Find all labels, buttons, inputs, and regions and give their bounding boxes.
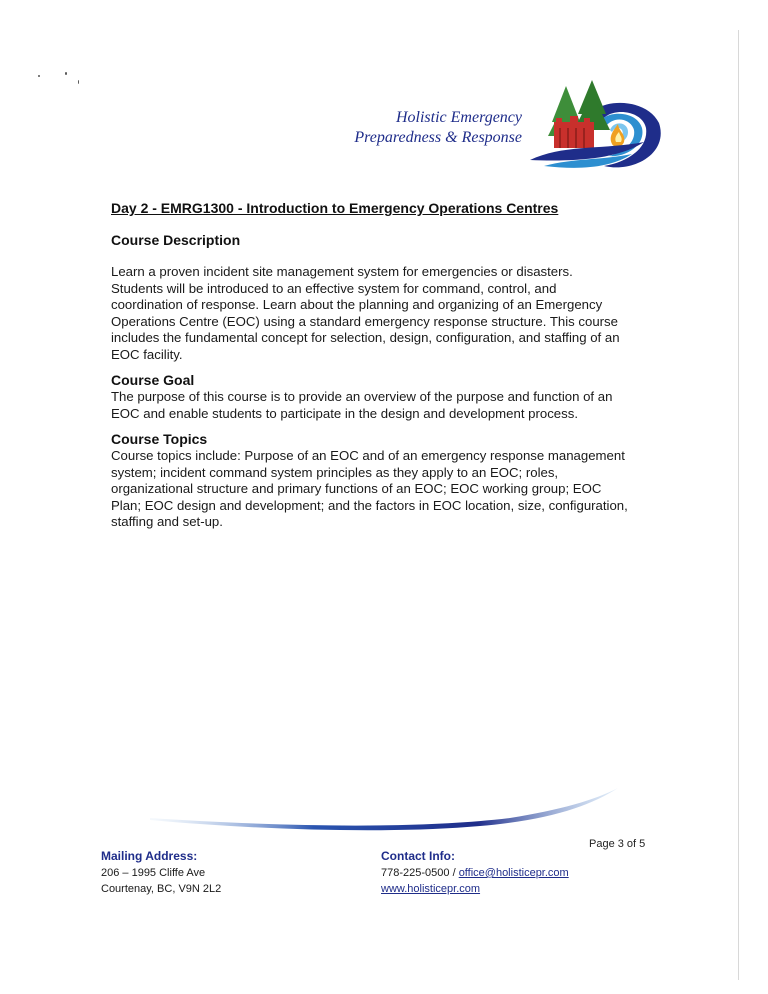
logo-wordmark: [354, 108, 522, 148]
topics-paragraph: [111, 448, 636, 531]
description-line: Learn a proven incident site management system for emergencies or disasters.: [111, 264, 573, 279]
contact-email-link[interactable]: office@holisticepr.com: [458, 867, 569, 879]
scan-speck: [38, 75, 40, 77]
topics-line: staffing and set-up.: [111, 514, 223, 529]
goal-paragraph: [111, 389, 636, 422]
contact-line: [381, 867, 569, 879]
logo-emblem-icon: [524, 78, 664, 178]
scan-speck: [78, 80, 79, 84]
footer-swoosh-divider: [150, 780, 620, 840]
topics-line: Plan; EOC design and development; and the factors in EOC location, size, configuration,: [111, 497, 628, 513]
logo-line-2: Preparedness & Response: [354, 129, 522, 146]
description-line: EOC facility.: [111, 346, 183, 362]
description-paragraph: [111, 264, 636, 363]
website-link[interactable]: www.holisticepr.com: [381, 883, 481, 895]
scan-edge-line: [738, 30, 739, 980]
contact-heading: Contact Info:: [381, 849, 455, 863]
course-title: Day 2 - EMRG1300 - Introduction to Emergency Operations Centres: [111, 200, 559, 216]
goal-heading: Course Goal: [111, 372, 195, 388]
description-heading: Course Description: [111, 232, 241, 248]
contact-phone: 778-225-0500: [381, 867, 450, 879]
goal-line: EOC and enable students to participate in the design and development process.: [111, 405, 578, 421]
page-number: Page 3 of 5: [589, 838, 646, 850]
description-line: coordination of response. Learn about the planning and organizing of an Emergency: [111, 297, 603, 312]
topics-line: Course topics include: Purpose of an EOC and of an emergency response management: [111, 448, 625, 463]
scan-speck: [65, 72, 67, 75]
description-line: Operations Centre (EOC) using a standard emergency response structure. This course: [111, 313, 618, 329]
logo-line-1: Holistic Emergency: [395, 109, 522, 126]
mailing-heading: Mailing Address:: [101, 849, 198, 863]
description-line: Students will be introduced to an effective system for command, control, and: [111, 280, 557, 296]
mailing-city: Courtenay, BC, V9N 2L2: [101, 883, 222, 895]
topics-heading: Course Topics: [111, 431, 208, 447]
contact-separator: /: [449, 867, 459, 879]
topics-line: system; incident command system principles as they apply to an EOC; roles,: [111, 464, 559, 480]
mailing-street: 206 – 1995 Cliffe Ave: [101, 867, 206, 879]
topics-line: organizational structure and primary functions of an EOC; EOC working group; EOC: [111, 481, 602, 496]
description-line: includes the fundamental concept for selection, design, configuration, and staffing of an: [111, 330, 620, 345]
goal-line: The purpose of this course is to provide an overview of the purpose and function of an: [111, 389, 613, 404]
